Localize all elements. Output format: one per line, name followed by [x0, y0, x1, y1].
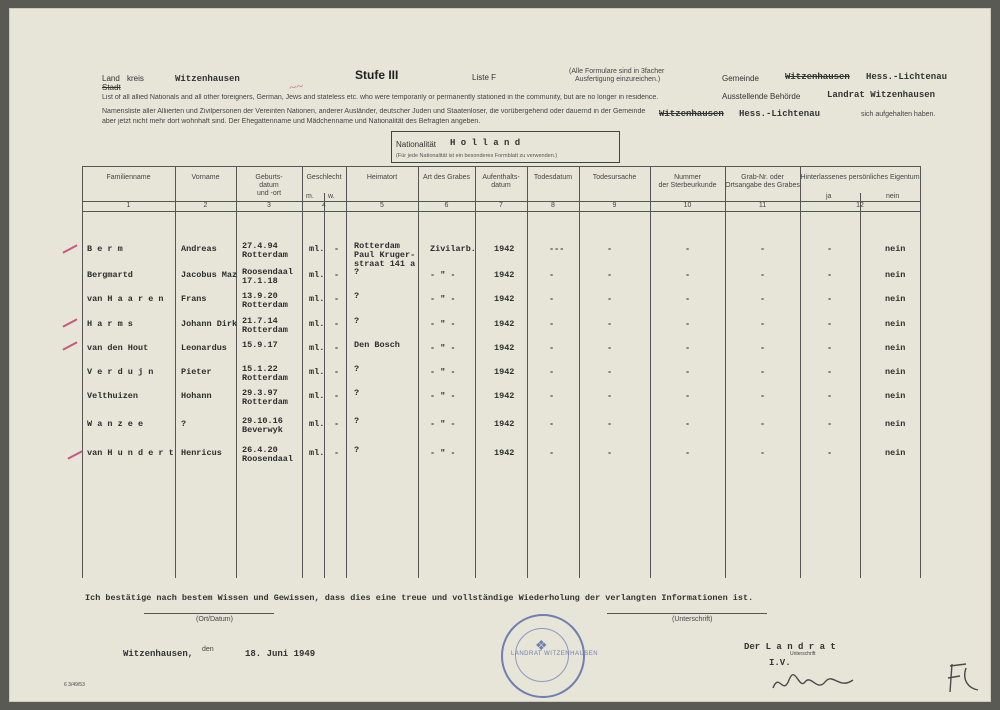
cell-grave: - " -: [430, 319, 456, 329]
cell-graveno: -: [760, 419, 766, 429]
cell-family: Velthuizen: [87, 391, 139, 401]
column-number: 5: [380, 202, 384, 209]
cell-family: B e r m: [87, 244, 123, 254]
cell-sex_w: -: [334, 244, 340, 254]
pen-mark: [62, 244, 77, 253]
cell-graveno: -: [760, 270, 766, 280]
formular-note-1: (Alle Formulare sind in 3facher: [569, 68, 665, 75]
cell-home: ?: [354, 267, 360, 277]
certification-text: Ich bestätige nach bestem Wissen und Gewissen, dass dies eine treue und vollständige Wiederholung der verlangten Informationen ist.: [85, 593, 754, 603]
nationality-value: H o l l a n d: [450, 138, 521, 148]
initials: [944, 658, 984, 698]
cell-first: Henricus: [181, 448, 222, 458]
cell-sex_w: -: [334, 294, 340, 304]
cell-stay: 1942: [494, 343, 515, 353]
cell-ja: -: [827, 419, 833, 429]
cell-family: Bergmartd: [87, 270, 133, 280]
cell-graveno: -: [760, 391, 766, 401]
cell-first: Leonardus: [181, 343, 227, 353]
table-vline: [302, 166, 303, 578]
cell-ja: -: [827, 391, 833, 401]
cell-cause: -: [607, 343, 613, 353]
column-number: 11: [758, 202, 767, 209]
cell-ja: -: [827, 319, 833, 329]
gemeinde-label: Gemeinde: [722, 74, 759, 83]
liste-label: Liste F: [472, 73, 497, 82]
column-header: Todesdatum: [533, 174, 573, 181]
stadt-label: Stadt: [102, 83, 121, 92]
cell-sex: ml.: [309, 319, 325, 329]
cell-cause: -: [607, 391, 613, 401]
column-number: 9: [612, 202, 617, 209]
ort-label: (Ort/Datum): [196, 616, 233, 623]
cell-home: Rotterdam Paul Kruger- straat 141 a: [354, 241, 416, 269]
cell-first: Pieter: [181, 367, 212, 377]
pen-mark: [62, 341, 77, 350]
table-vline: [725, 166, 726, 578]
cell-birth: 15.9.17: [242, 340, 278, 350]
table-vline: [82, 166, 83, 578]
cell-nein: nein: [885, 419, 906, 429]
cell-family: van H u n d e r t: [87, 448, 174, 458]
cell-death: -: [549, 419, 555, 429]
kreis-label: kreis: [127, 74, 144, 83]
column-number: 3: [267, 202, 271, 209]
behoerde-value: Landrat Witzenhausen: [827, 90, 936, 100]
cell-home: ?: [354, 316, 360, 326]
column-header: Familienname: [106, 174, 151, 181]
cell-sex: ml.: [309, 419, 325, 429]
column-number: 6: [444, 202, 449, 209]
table-subline: [860, 193, 861, 578]
cell-home: ?: [354, 364, 360, 374]
cell-sex: ml.: [309, 367, 325, 377]
cell-home: ?: [354, 416, 360, 426]
cell-cert: -: [685, 419, 691, 429]
cell-family: van den Hout: [87, 343, 149, 353]
eagle-icon: ❖: [535, 639, 548, 654]
cell-grave: - " -: [430, 270, 456, 280]
cell-sex_w: -: [334, 343, 340, 353]
cell-nein: nein: [885, 294, 906, 304]
cell-home: ?: [354, 388, 360, 398]
pen-mark: [62, 318, 77, 327]
column-subheader: ja: [826, 193, 832, 200]
cell-cert: -: [685, 448, 691, 458]
cell-birth: Roosendaal 17.1.18: [242, 267, 294, 286]
nationality-note: (Für jede Nationalität ist ein besonderes Formblatt zu verwenden.): [396, 153, 558, 159]
cell-nein: nein: [885, 367, 906, 377]
cell-graveno: -: [760, 343, 766, 353]
signer-line-1: Der L a n d r a t: [744, 642, 836, 652]
table-vline: [236, 166, 237, 578]
table-vline: [527, 166, 528, 578]
cell-death: -: [549, 391, 555, 401]
cell-ja: -: [827, 367, 833, 377]
official-stamp: [501, 614, 599, 698]
cell-cause: -: [607, 319, 613, 329]
pen-mark: [67, 450, 82, 459]
table-vline: [418, 166, 419, 578]
cell-stay: 1942: [494, 244, 515, 254]
cell-graveno: -: [760, 294, 766, 304]
column-subheader: w.: [328, 193, 335, 200]
column-header: Geschlecht: [306, 174, 342, 181]
behoerde-label: Ausstellende Behörde: [722, 92, 801, 101]
cell-cert: -: [685, 244, 691, 254]
cell-birth: 15.1.22 Rotterdam: [242, 364, 288, 383]
stamp-text: LANDRAT WITZENHAUSEN: [511, 651, 599, 657]
cell-cause: -: [607, 419, 613, 429]
line3-struck: Witzenhausen: [659, 109, 724, 119]
cell-grave: - " -: [430, 419, 456, 429]
formular-note-2: Ausfertigung einzureichen.): [575, 76, 661, 83]
cell-stay: 1942: [494, 419, 515, 429]
cell-death: ---: [549, 244, 565, 254]
table-vline: [346, 166, 347, 578]
nationality-box: [391, 131, 620, 163]
cell-cert: -: [685, 294, 691, 304]
cell-sex_w: -: [334, 448, 340, 458]
signer-sub: Unterschrift: [790, 651, 816, 657]
cell-sex_w: -: [334, 270, 340, 280]
cell-graveno: -: [760, 244, 766, 254]
cell-death: -: [549, 367, 555, 377]
column-number: 4: [322, 202, 326, 209]
column-subheader: m.: [306, 193, 314, 200]
cell-ja: -: [827, 244, 833, 254]
pen-scribble: ~~: [287, 77, 305, 96]
place: Witzenhausen,: [123, 649, 194, 659]
cell-grave: - " -: [430, 343, 456, 353]
column-number: 12: [856, 202, 864, 209]
instruction-en: List of all allied Nationals and all other foreigners, German, Jews and stateless etc. who were temporarily or permanently stationed in the community, but are no longer in residence.: [102, 94, 659, 101]
cell-graveno: -: [760, 319, 766, 329]
cell-nein: nein: [885, 244, 906, 254]
cell-grave: - " -: [430, 367, 456, 377]
cell-birth: 21.7.14 Rotterdam: [242, 316, 288, 335]
cell-cert: -: [685, 343, 691, 353]
table-vline: [475, 166, 476, 578]
cell-nein: nein: [885, 391, 906, 401]
cell-first: Jacobus Maz: [181, 270, 238, 280]
cell-stay: 1942: [494, 270, 515, 280]
kreis-value: Witzenhausen: [175, 74, 240, 84]
cell-birth: 27.4.94 Rotterdam: [242, 241, 288, 260]
line3-tail: sich aufgehalten haben.: [861, 111, 936, 118]
cell-death: -: [549, 343, 555, 353]
cell-nein: nein: [885, 319, 906, 329]
column-header: Nummer der Sterbeurkunde: [658, 174, 717, 189]
cell-first: Frans: [181, 294, 207, 304]
cell-grave: - " -: [430, 294, 456, 304]
column-header: Heimatort: [366, 174, 398, 181]
cell-death: -: [549, 448, 555, 458]
cell-home: ?: [354, 291, 360, 301]
cell-stay: 1942: [494, 448, 515, 458]
cell-graveno: -: [760, 448, 766, 458]
instruction-de-1: Namensliste aller Alliierten und Zivilpersonen der Vereinten Nationen, anderer Ausländer, deutscher Juden und Staatenloser, die vorübergehend oder dauernd in der Gemeinde: [102, 108, 646, 115]
column-header: Aufenthalts- datum: [482, 174, 520, 189]
cell-family: V e r d u j n: [87, 367, 154, 377]
cell-cause: -: [607, 294, 613, 304]
land-label: Land: [102, 74, 120, 83]
cell-nein: nein: [885, 343, 906, 353]
cell-first: ?: [181, 419, 187, 429]
table-vline: [650, 166, 651, 578]
cell-cert: -: [685, 367, 691, 377]
cell-nein: nein: [885, 448, 906, 458]
stufe-title: Stufe III: [355, 68, 399, 82]
signature: [769, 668, 859, 698]
cell-grave: - " -: [430, 448, 456, 458]
cell-cause: -: [607, 448, 613, 458]
column-subheader: nein: [886, 193, 900, 200]
cell-first: Andreas: [181, 244, 217, 254]
cell-home: Den Bosch: [354, 340, 400, 350]
gemeinde-struck: Witzenhausen: [785, 72, 850, 82]
cell-sex: ml.: [309, 270, 325, 280]
cell-first: Johann Dirk: [181, 319, 238, 329]
cell-family: H a r m s: [87, 319, 133, 329]
cell-stay: 1942: [494, 294, 515, 304]
column-number: 1: [126, 202, 131, 209]
cell-cert: -: [685, 391, 691, 401]
signer-line-2: I.V.: [769, 658, 791, 668]
cell-death: -: [549, 319, 555, 329]
cell-grave: Zivilarb.: [430, 244, 476, 254]
cell-stay: 1942: [494, 391, 515, 401]
cell-stay: 1942: [494, 319, 515, 329]
cell-sex: ml.: [309, 294, 325, 304]
table-vline: [175, 166, 176, 578]
cell-sex_w: -: [334, 367, 340, 377]
cell-cert: -: [685, 319, 691, 329]
column-header: Art des Grabes: [422, 174, 471, 181]
table-vline: [920, 166, 921, 578]
cell-sex: ml.: [309, 448, 325, 458]
instruction-de-2: aber jetzt nicht mehr dort wohnhaft sind. Der Ehegattenname und Mädchenname und Nationalität des Befragten angeben.: [102, 118, 481, 125]
cell-birth: 29.10.16 Beverwyk: [242, 416, 283, 435]
cell-birth: 26.4.20 Roosendaal: [242, 445, 294, 464]
gemeinde-value: Hess.-Lichtenau: [866, 72, 948, 82]
column-number: 2: [203, 202, 208, 209]
column-header: Vorname: [191, 174, 220, 181]
cell-ja: -: [827, 448, 833, 458]
cell-cert: -: [685, 270, 691, 280]
table-vline: [800, 166, 801, 578]
cell-home: ?: [354, 445, 360, 455]
cell-ja: -: [827, 343, 833, 353]
nationality-label: Nationalität: [396, 140, 437, 149]
cell-ja: -: [827, 294, 833, 304]
cell-sex_w: -: [334, 319, 340, 329]
cell-death: -: [549, 270, 555, 280]
date: 18. Juni 1949: [245, 649, 316, 659]
unterschrift-label: (Unterschrift): [672, 616, 713, 623]
cell-ja: -: [827, 270, 833, 280]
cell-birth: 29.3.97 Rotterdam: [242, 388, 288, 407]
cell-grave: - " -: [430, 391, 456, 401]
column-number: 10: [683, 202, 692, 209]
cell-birth: 13.9.20 Rotterdam: [242, 291, 288, 310]
column-header: Hinterlassenes persönliches Eigentum: [800, 174, 920, 181]
cell-cause: -: [607, 367, 613, 377]
cell-death: -: [549, 294, 555, 304]
cell-graveno: -: [760, 367, 766, 377]
cell-sex: ml.: [309, 391, 325, 401]
column-number: 8: [551, 202, 555, 209]
table-vline: [579, 166, 580, 578]
cell-sex_w: -: [334, 419, 340, 429]
cell-family: van H a a r e n: [87, 294, 164, 304]
form-code: 6 3/49/53: [64, 682, 85, 688]
column-number: 7: [499, 202, 503, 209]
cell-cause: -: [607, 270, 613, 280]
cell-sex_w: -: [334, 391, 340, 401]
cell-sex: ml.: [309, 343, 325, 353]
column-header: Todesursache: [592, 174, 637, 181]
cell-nein: nein: [885, 270, 906, 280]
document-sheet: [9, 8, 991, 702]
cell-family: W a n z e e: [87, 419, 144, 429]
line3-value: Hess.-Lichtenau: [739, 109, 821, 119]
cell-cause: -: [607, 244, 613, 254]
column-header: Grab-Nr. oder Ortsangabe des Grabes: [725, 174, 800, 189]
cell-sex: ml.: [309, 244, 325, 254]
cell-stay: 1942: [494, 367, 515, 377]
cell-first: Hohann: [181, 391, 212, 401]
den-label: den: [202, 646, 214, 653]
column-header: Geburts- datum und -ort: [255, 174, 283, 197]
